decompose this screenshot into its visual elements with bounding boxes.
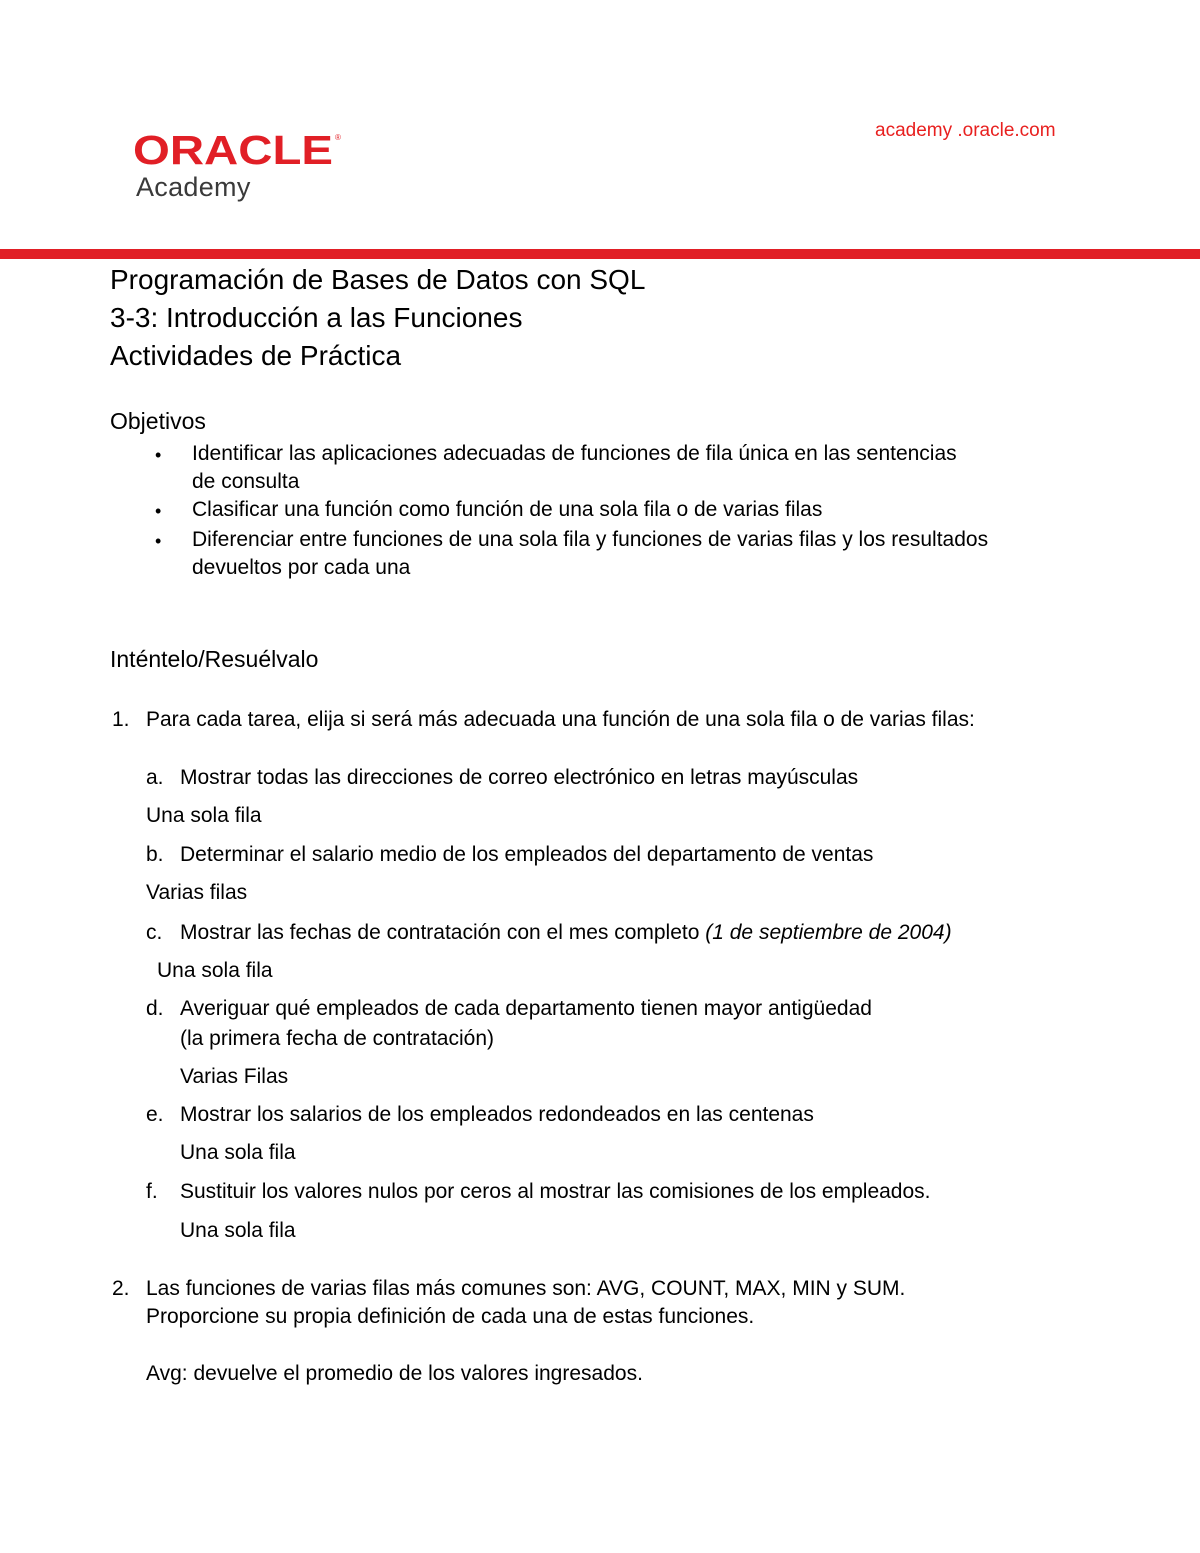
task-answer: Una sola fila bbox=[180, 1141, 296, 1164]
site-url-link[interactable]: academy .oracle.com bbox=[875, 120, 1056, 141]
task-text: Mostrar los salarios de los empleados redondeados en las centenas bbox=[180, 1103, 814, 1126]
objective-item-cont: devueltos por cada una bbox=[192, 556, 411, 579]
question-text-cont: Proporcione su propia definición de cada una de estas funciones. bbox=[146, 1305, 755, 1328]
task-text bbox=[180, 919, 952, 947]
bullet-marker: • bbox=[155, 445, 162, 465]
task-text-example: (1 de septiembre de 2004) bbox=[705, 921, 952, 944]
task-answer: Una sola fila bbox=[180, 1219, 296, 1242]
question-number: 2. bbox=[112, 1277, 130, 1300]
task-answer: Varias Filas bbox=[180, 1065, 289, 1088]
task-text: Determinar el salario medio de los empleados del departamento de ventas bbox=[180, 843, 874, 866]
bullet-marker: • bbox=[155, 531, 162, 551]
objective-item: Clasificar una función como función de una sola fila o de varias filas bbox=[192, 498, 823, 521]
task-text-cont: (la primera fecha de contratación) bbox=[180, 1027, 494, 1050]
header-divider bbox=[0, 249, 1200, 259]
oracle-academy-label: Academy bbox=[136, 172, 251, 202]
objective-item: Identificar las aplicaciones adecuadas de funciones de fila única en las sentencias bbox=[192, 442, 957, 465]
task-text: Mostrar todas las direcciones de correo electrónico en letras mayúsculas bbox=[180, 766, 859, 789]
objective-item-cont: de consulta bbox=[192, 470, 300, 493]
question-text: Las funciones de varias filas más comunes son: AVG, COUNT, MAX, MIN y SUM. bbox=[146, 1277, 906, 1300]
task-text: Averiguar qué empleados de cada departamento tienen mayor antigüedad bbox=[180, 997, 872, 1020]
task-text: Sustituir los valores nulos por ceros al mostrar las comisiones de los empleados. bbox=[180, 1180, 931, 1203]
task-letter: e. bbox=[146, 1103, 164, 1126]
objective-item: Diferenciar entre funciones de una sola fila y funciones de varias filas y los resultados bbox=[192, 528, 989, 551]
answer-avg: Avg: devuelve el promedio de los valores ingresados. bbox=[146, 1362, 643, 1385]
activity-title: Actividades de Práctica bbox=[110, 340, 402, 371]
oracle-logo bbox=[133, 128, 343, 168]
task-letter: c. bbox=[146, 921, 163, 944]
task-letter: d. bbox=[146, 997, 164, 1020]
task-answer: Una sola fila bbox=[157, 959, 273, 982]
task-answer: Una sola fila bbox=[146, 804, 262, 827]
question-text: Para cada tarea, elija si será más adecuada una función de una sola fila o de varias filas: bbox=[146, 708, 975, 731]
try-it-heading: Inténtelo/Resuélvalo bbox=[110, 646, 319, 672]
course-title: Programación de Bases de Datos con SQL bbox=[110, 264, 646, 295]
bullet-marker: • bbox=[155, 501, 162, 521]
task-letter: f. bbox=[146, 1180, 158, 1203]
lesson-title: 3-3: Introducción a las Funciones bbox=[110, 302, 523, 333]
task-letter: b. bbox=[146, 843, 164, 866]
objectives-heading: Objetivos bbox=[110, 408, 206, 434]
question-number: 1. bbox=[112, 708, 130, 731]
task-letter: a. bbox=[146, 766, 164, 789]
task-answer: Varias filas bbox=[146, 881, 248, 904]
task-text-main: Mostrar las fechas de contratación con el mes completo bbox=[180, 921, 706, 944]
svg-text:®: ® bbox=[335, 133, 341, 142]
oracle-logo-text: ORACLE bbox=[133, 128, 333, 168]
